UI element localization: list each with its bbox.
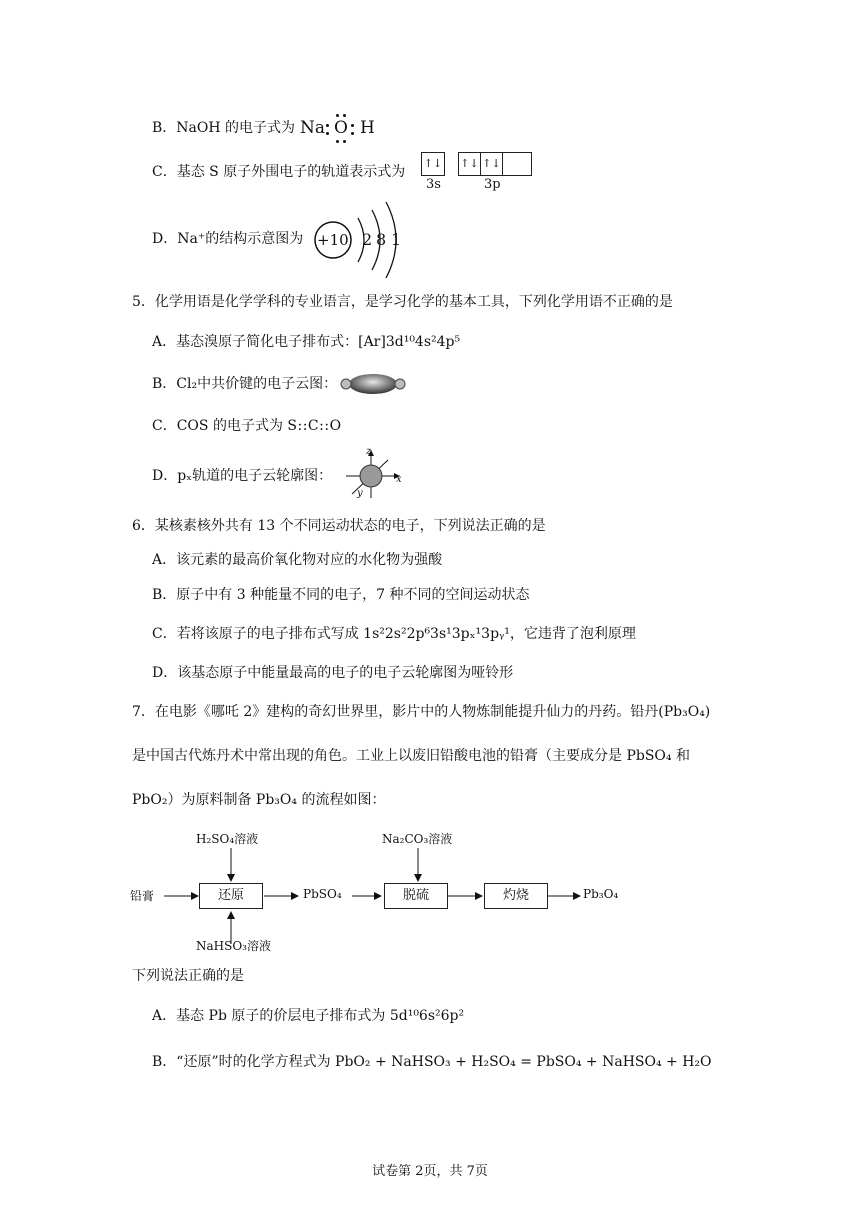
q5-stem: 5．化学用语是化学学科的专业语言，是学习化学的基本工具，下列化学用语不正确的是 xyxy=(132,294,673,310)
q6-option-d: D．该基态原子中能量最高的电子的电子云轮廓图为哑铃形 xyxy=(152,665,514,681)
axis-y-label: y xyxy=(357,488,363,499)
q5-option-d xyxy=(152,466,332,486)
q5-option-b xyxy=(152,374,337,394)
q7-stem-line1: 7．在电影《哪吒 2》建构的奇幻世界里，影片中的人物炼制能提升仙力的丹药。铅丹(Pb₃O₄) xyxy=(132,704,711,720)
shell-electrons-3: 1 xyxy=(391,230,402,249)
shell-electrons-2: 8 xyxy=(376,230,387,249)
flow-step-desulfurize: 脱硫 xyxy=(384,883,448,909)
q7-option-b: B．“还原”时的化学方程式为 PbO₂ + NaHSO₃ + H₂SO₄ = PbSO₄ + NaHSO₄ + H₂O xyxy=(152,1054,712,1070)
formula-na: Na xyxy=(300,118,326,138)
q4-option-b xyxy=(152,118,295,138)
q4-option-b-text: B．NaOH 的电子式为 xyxy=(152,120,296,136)
flow-step-calcine: 灼烧 xyxy=(484,883,548,909)
flow-reagent-nahso3: NaHSO₃溶液 xyxy=(196,939,271,953)
q6-option-a: A．该元素的最高价氧化物对应的水化物为强酸 xyxy=(152,552,443,568)
flow-reagent-h2so4: H₂SO₄溶液 xyxy=(196,832,259,846)
formula-h: H xyxy=(360,118,375,138)
q7-option-a: A．基态 Pb 原子的价层电子排布式为 5d¹⁰6s²6p² xyxy=(152,1008,465,1024)
flow-intermediate-pbso4: PbSO₄ xyxy=(303,887,342,901)
flow-step-reduce: 还原 xyxy=(199,883,263,909)
shell-electrons-1: 2 xyxy=(362,230,373,249)
q5-option-d-text: D．pₓ轨道的电子云轮廓图： xyxy=(152,468,333,484)
flow-output-pb3o4: Pb₃O₄ xyxy=(583,887,619,901)
q5-option-b-text: B．Cl₂中共价键的电子云图： xyxy=(152,376,338,392)
q5-option-c xyxy=(152,416,342,436)
flow-reagent-na2co3: Na₂CO₃溶液 xyxy=(382,832,453,846)
q5-option-c-text: C．COS 的电子式为 xyxy=(152,418,283,434)
q4-option-d xyxy=(152,229,303,249)
flow-input-label: 铅膏 xyxy=(130,889,155,903)
orbital-3p-cell xyxy=(503,153,525,175)
page-footer: 试卷第 2页，共 7页 xyxy=(372,1164,488,1179)
nucleus-charge: +10 xyxy=(317,231,349,249)
q7-stem-line3: PbO₂）为原料制备 Pb₃O₄ 的流程如图： xyxy=(132,792,386,808)
orbital-3p-box xyxy=(458,152,532,176)
cos-electron-formula: S::C::O xyxy=(287,418,342,434)
q6-option-b: B．原子中有 3 种能量不同的电子，7 种不同的空间运动状态 xyxy=(152,587,530,603)
naoh-electron-formula xyxy=(300,112,390,144)
axis-x-label: x xyxy=(396,474,402,485)
q7-prompt: 下列说法正确的是 xyxy=(132,968,244,984)
q4-option-c-text: C．基态 S 原子外围电子的轨道表示式为 xyxy=(152,164,406,180)
q4-option-d-text: D．Na⁺的结构示意图为 xyxy=(152,231,304,247)
orbital-3p-cell: ↑↓ xyxy=(459,153,481,175)
q5-option-a: A．基态溴原子简化电子排布式：[Ar]3d¹⁰4s²4p⁵ xyxy=(152,334,461,350)
q6-option-c: C．若将该原子的电子排布式写成 1s²2s²2p⁶3s¹3pₓ¹3pᵧ¹，它违背了泡利原理 xyxy=(152,626,636,642)
q7-stem-line2: 是中国古代炼丹术中常出现的角色。工业上以废旧铅酸电池的铅膏（主要成分是 PbSO₄ 和 xyxy=(132,748,690,764)
orbital-3s-box xyxy=(421,152,445,176)
orbital-3s-label: 3s xyxy=(426,177,441,192)
orbital-3p-cell: ↑↓ xyxy=(481,153,503,175)
cl2-electron-cloud-icon xyxy=(340,372,406,396)
px-orbital-diagram xyxy=(344,448,404,500)
axis-z-label: z xyxy=(366,446,372,457)
orbital-3p-label: 3p xyxy=(484,177,501,192)
formula-o: O xyxy=(334,118,348,138)
q6-stem: 6．某核素核外共有 13 个不同运动状态的电子，下列说法正确的是 xyxy=(132,518,546,534)
q4-option-c xyxy=(152,162,405,182)
orbital-3s-cell: ↑↓ xyxy=(423,157,443,170)
